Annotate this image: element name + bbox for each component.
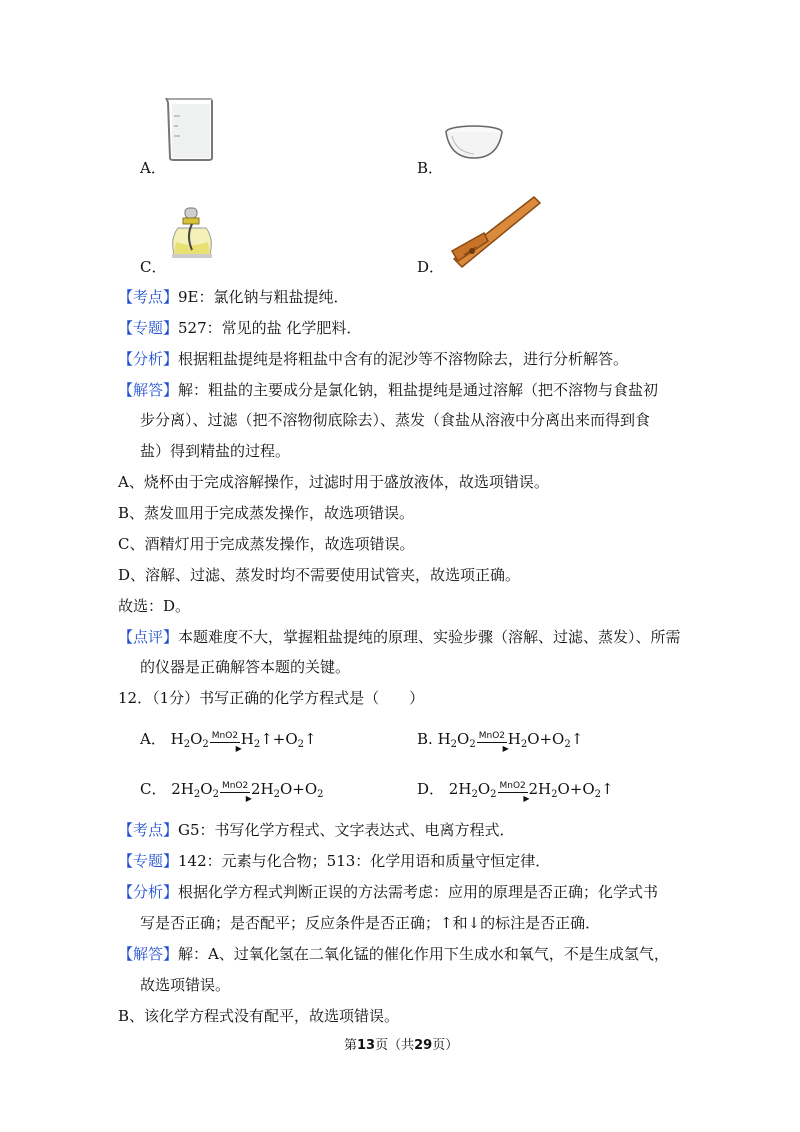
- kaodian-text: G5：书写化学方程式、文字表达式、电离方程式．: [178, 821, 515, 839]
- reaction-condition: MnO2 ▶: [477, 729, 507, 749]
- catalyst-label: MnO2: [478, 731, 505, 741]
- kaodian-text: 9E：氯化钠与粗盐提纯．: [178, 288, 349, 306]
- q12-jieda-row: [118, 944, 669, 964]
- option-d-label: D．: [417, 258, 445, 276]
- q12-option-b-label: B.: [417, 730, 433, 748]
- catalyst-label: MnO2: [499, 781, 526, 791]
- answer-line: 故选：D。: [118, 597, 191, 615]
- jieda-line-2: 步分离）、过滤（把不溶物彻底除去）、蒸发（食盐从溶液中分离出来而得到食: [140, 411, 651, 429]
- q12-option-a: A． $H_2O_2$ MnO2 ▶ $H_2↑+O_2↑$: [140, 729, 317, 749]
- q12-analysis-b: B、该化学方程式没有配平，故选项错误。: [118, 1007, 400, 1025]
- jieda-tag: 【解答】: [118, 381, 179, 399]
- option-c-label: C．: [140, 258, 167, 276]
- evaporating-dish-image: [444, 124, 504, 166]
- catalyst-label: MnO2: [211, 731, 239, 741]
- total-page-count: 29: [414, 1038, 433, 1053]
- option-b-label: B．: [417, 159, 444, 177]
- analysis-a: A、烧杯由于完成溶解操作，过滤时用于盛放液体，故选项错误。: [118, 473, 549, 491]
- fenxi-line-1: 根据化学方程式判断正误的方法需考虑：应用的原理是否正确；化学式书: [178, 883, 659, 901]
- zhuanti-tag: 【专题】: [118, 852, 179, 870]
- page-footer: [344, 1034, 458, 1053]
- catalyst-label: MnO2: [221, 781, 249, 791]
- zhuanti-text: 527：常见的盐 化学肥料．: [178, 319, 362, 337]
- dianping-line-1: 本题难度不大，掌握粗盐提纯的原理、实验步骤（溶解、过滤、蒸发）、所需: [178, 628, 681, 646]
- q12-option-c-label: C．: [140, 780, 167, 798]
- current-page-number: 13: [357, 1038, 376, 1053]
- q12-fenxi-line-2: 写是否正确；是否配平；反应条件是否正确；↑和↓的标注是否正确．: [140, 914, 601, 932]
- footer-pre: 第: [344, 1038, 358, 1053]
- analysis-b: B、蒸发皿用于完成蒸发操作，故选项错误。: [118, 504, 415, 522]
- option-a-label: A．: [140, 159, 166, 177]
- jieda-tag: 【解答】: [118, 945, 179, 963]
- analysis-d: D、溶解、过滤、蒸发时均不需要使用试管夹，故选项正确。: [118, 566, 521, 584]
- jieda-line-1: 解：粗盐的主要成分是氯化钠，粗盐提纯是通过溶解（把不溶物与食盐初: [178, 381, 659, 399]
- fenxi-tag: 【分析】: [118, 883, 179, 901]
- test-tube-holder-image: [450, 193, 542, 277]
- analysis-c: C、酒精灯用于完成蒸发操作，故选项错误。: [118, 535, 415, 553]
- jieda-row: [118, 380, 658, 400]
- reaction-condition: MnO2 ▶: [220, 779, 250, 799]
- q12-option-b: B. $H_2O_2$ MnO2 ▶ $H_2O+O_2↑$: [417, 729, 583, 749]
- alcohol-lamp-image: [168, 206, 216, 266]
- zhuanti-text: 142：元素与化合物；513：化学用语和质量守恒定律．: [178, 852, 551, 870]
- dianping-row: [118, 627, 681, 647]
- jieda-line-1: 解：A、过氧化氢在二氧化锰的催化作用下生成水和氧气，不是生成氢气，: [178, 945, 669, 963]
- fenxi-row: [118, 349, 628, 369]
- reaction-condition: MnO2 ▶: [210, 729, 240, 749]
- dianping-line-2: 的仪器是正确解答本题的关键。: [140, 658, 351, 676]
- fenxi-text: 根据粗盐提纯是将粗盐中含有的泥沙等不溶物除去，进行分析解答。: [178, 350, 629, 368]
- kaodian-tag: 【考点】: [118, 288, 179, 306]
- q12-option-d-label: D．: [417, 780, 445, 798]
- q12-fenxi-row: [118, 882, 658, 902]
- q12-option-d: D． $2H_2O_2$ MnO2 ▶ $2H_2O+O_2↑$: [417, 779, 614, 799]
- footer-post: 页）: [432, 1038, 459, 1053]
- zhuanti-tag: 【专题】: [118, 319, 179, 337]
- question-12-stem: 12．（1分）书写正确的化学方程式是（ ）: [118, 689, 425, 707]
- fenxi-tag: 【分析】: [118, 350, 179, 368]
- kaodian-tag: 【考点】: [118, 821, 179, 839]
- q12-option-c: C． $2H_2O_2$ MnO2 ▶ $2H_2O+O_2$: [140, 779, 324, 799]
- q12-jieda-line-2: 故选项错误。: [140, 976, 231, 994]
- kaodian-row: [118, 287, 349, 307]
- footer-mid: 页（共: [375, 1038, 415, 1053]
- q12-option-a-label: A．: [140, 730, 166, 748]
- reaction-condition: MnO2 ▶: [498, 779, 528, 799]
- dianping-tag: 【点评】: [118, 628, 179, 646]
- q12-zhuanti-row: [118, 851, 550, 871]
- zhuanti-row: [118, 318, 361, 338]
- q12-kaodian-row: [118, 820, 515, 840]
- beaker-image: [164, 96, 216, 166]
- jieda-line-3: 盐）得到精盐的过程。: [140, 442, 291, 460]
